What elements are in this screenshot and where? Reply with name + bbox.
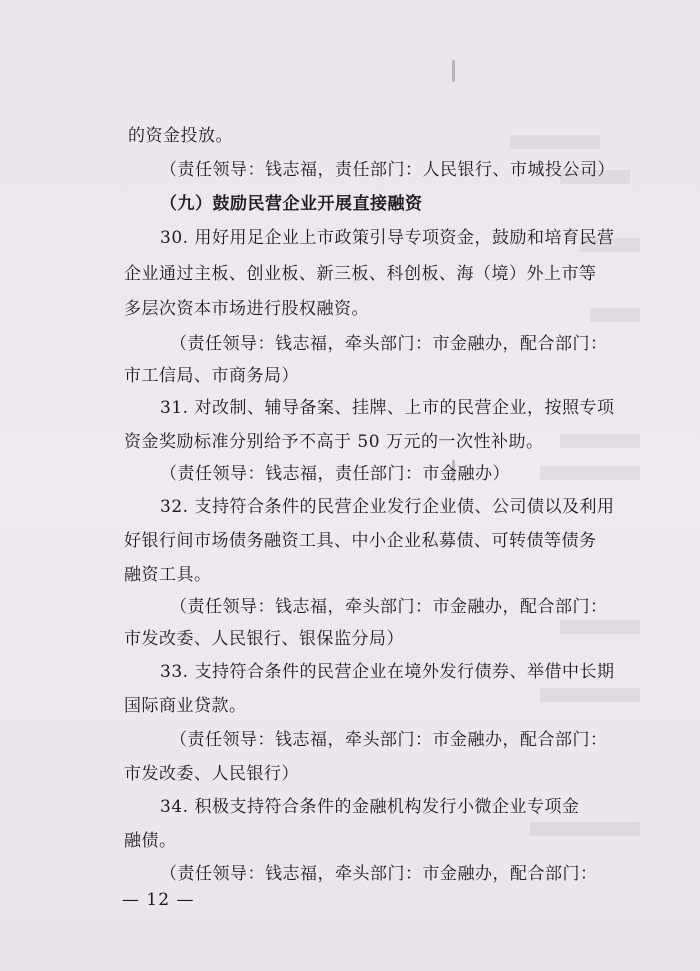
show-through-smudge — [530, 822, 640, 836]
page-number: — 12 — — [122, 890, 195, 910]
text-line: （责任领导：钱志福，责任部门：市金融办） — [160, 464, 510, 484]
text-line: 32. 支持符合条件的民营企业发行企业债、公司债以及利用 — [160, 497, 615, 517]
show-through-smudge — [590, 308, 640, 322]
text-line: 融债。 — [124, 831, 177, 851]
text-line: 好银行间市场债务融资工具、中小企业私募债、可转债等债务 — [124, 531, 597, 551]
show-through-smudge — [540, 466, 640, 480]
binding-mark — [452, 60, 455, 82]
text-line: （责任领导：钱志福，牵头部门：市金融办，配合部门： — [170, 334, 608, 354]
show-through-smudge — [560, 620, 640, 634]
text-line: 的资金投放。 — [128, 126, 233, 146]
text-line: 国际商业贷款。 — [124, 696, 247, 716]
text-line: 多层次资本市场进行股权融资。 — [124, 299, 369, 319]
text-line: （责任领导：钱志福，牵头部门：市金融办，配合部门： — [160, 864, 598, 884]
show-through-smudge — [560, 434, 640, 448]
text-line: 33. 支持符合条件的民营企业在境外发行债券、举借中长期 — [160, 662, 615, 682]
text-line: 市工信局、市商务局） — [124, 366, 299, 386]
text-line: 融资工具。 — [124, 565, 212, 585]
show-through-smudge — [510, 135, 600, 149]
text-line: （责任领导：钱志福，牵头部门：市金融办，配合部门： — [170, 730, 608, 750]
text-line: 企业通过主板、创业板、新三板、科创板、海（境）外上市等 — [124, 264, 597, 284]
section-heading: （九）鼓励民营企业开展直接融资 — [160, 194, 423, 214]
text-line: 30. 用好用足企业上市政策引导专项资金，鼓励和培育民营 — [160, 228, 615, 248]
text-line: 31. 对改制、辅导备案、挂牌、上市的民营企业，按照专项 — [160, 398, 615, 418]
text-line: 34. 积极支持符合条件的金融机构发行小微企业专项金 — [160, 797, 580, 817]
text-line: 市发改委、人民银行） — [124, 764, 299, 784]
text-line: （责任领导：钱志福，牵头部门：市金融办，配合部门： — [170, 597, 608, 617]
text-line: 资金奖励标准分别给予不高于 50 万元的一次性补助。 — [124, 432, 544, 452]
text-line: 市发改委、人民银行、银保监分局） — [124, 629, 404, 649]
show-through-smudge — [540, 688, 640, 702]
text-line: （责任领导：钱志福，责任部门：人民银行、市城投公司） — [160, 160, 615, 180]
